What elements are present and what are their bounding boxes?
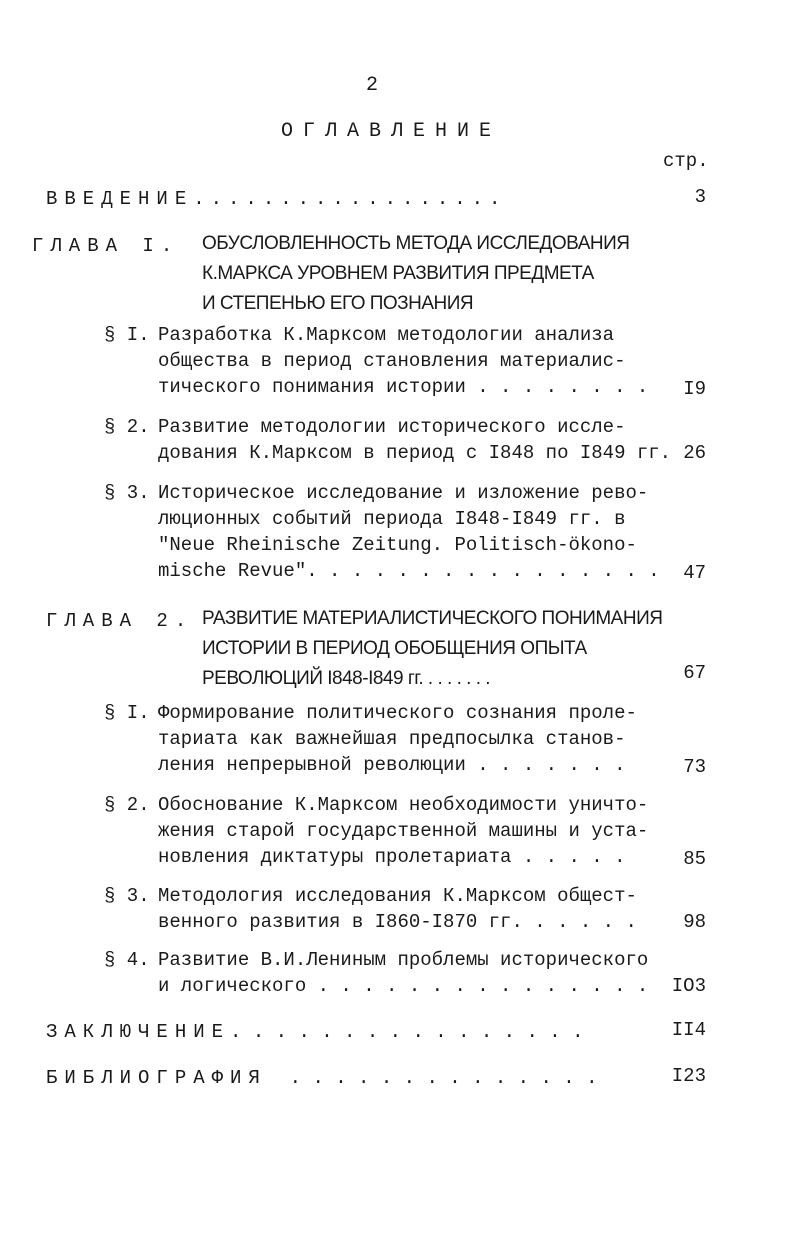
leader-dots: . . . . . . . . . . . . . . . . (230, 1021, 584, 1043)
entry-line: Обоснование К.Марксом необходимости уничто- (158, 794, 649, 816)
entry-line: "Neue Rheinische Zeitung. Politisch-ökono- (158, 534, 637, 556)
chapter-1-label: ГЛАВА І. (32, 235, 180, 257)
entry-line: тариата как важнейшая предпосылка станов- (158, 728, 626, 750)
entry-line: люционных событий периода І848-І849 гг. в (158, 508, 626, 530)
heading-line: ОБУСЛОВЛЕННОСТЬ МЕТОДА ИССЛЕДОВАНИЯ (202, 233, 630, 254)
toc-title: ОГЛАВЛЕНИЕ (281, 120, 502, 143)
entry-line: дования К.Марксом в период с І848 по І849 гг. (158, 442, 672, 464)
page-ref: 47 (683, 562, 706, 584)
heading-line: РАЗВИТИЕ МАТЕРИАЛИСТИЧЕСКОГО ПОНИМАНИЯ (202, 608, 663, 629)
heading-line: И СТЕПЕНЬЮ ЕГО ПОЗНАНИЯ (202, 293, 474, 314)
entry-label: ВВЕДЕНИЕ (46, 188, 194, 210)
entry-line: mische Revue". . . . . . . . . . . . . . . . (158, 560, 660, 582)
entry-line: Развитие В.И.Лениным проблемы исторического (158, 949, 649, 971)
page-ref: ІІ4 (671, 1019, 706, 1041)
heading-line: ИСТОРИИ В ПЕРИОД ОБОБЩЕНИЯ ОПЫТА (202, 638, 587, 659)
entry-line: венного развития в І860-І870 гг. . . . . . (158, 911, 637, 933)
section-number: § 2. (104, 416, 150, 438)
entry-line: Методология исследования К.Марксом общест- (158, 885, 637, 907)
page-ref: 67 (683, 662, 706, 684)
chapter-2-title[interactable] (202, 604, 662, 694)
entry-line: и логического . . . . . . . . . . . . . . . (158, 975, 649, 997)
toc-entry-ch2-s2[interactable] (158, 792, 648, 870)
entry-line: жения старой государственной машины и уста- (158, 820, 649, 842)
toc-entry-introduction[interactable] (46, 186, 506, 212)
toc-entry-ch2-s3[interactable] (158, 883, 637, 935)
section-number: § 3. (104, 885, 150, 907)
page-ref: 85 (683, 848, 706, 870)
entry-label: ЗАКЛЮЧЕНИЕ (46, 1021, 231, 1043)
heading-line: РЕВОЛЮЦИЙ І848-І849 гг. . . . . . . . (202, 668, 491, 689)
toc-entry-ch2-s4[interactable] (158, 947, 648, 999)
toc-entry-bibliography[interactable] (46, 1065, 598, 1091)
section-number: § 3. (104, 482, 150, 504)
page-ref: 98 (683, 911, 706, 933)
page-ref: І9 (683, 378, 706, 400)
toc-entry-conclusion[interactable] (46, 1019, 584, 1045)
entry-line: тического понимания истории . . . . . . . . (158, 376, 649, 398)
section-number: § 4. (104, 949, 150, 971)
page-ref: І23 (671, 1065, 706, 1087)
toc-entry-ch1-s3[interactable] (158, 480, 660, 584)
entry-line: Развитие методологии исторического иссле- (158, 416, 626, 438)
page-ref: ІО3 (671, 975, 706, 997)
leader-dots: .................. (193, 188, 507, 210)
entry-line: новления диктатуры пролетариата . . . . . (158, 846, 626, 868)
section-number: § 2. (104, 794, 150, 816)
entry-line: ления непрерывной революции . . . . . . . (158, 754, 626, 776)
entry-label: БИБЛИОГРАФИЯ (46, 1067, 267, 1089)
chapter-2-label: ГЛАВА 2. (46, 610, 194, 632)
toc-entry-ch1-s1[interactable] (158, 322, 648, 400)
section-number: § І. (104, 324, 150, 346)
page-number: 2 (366, 74, 379, 97)
chapter-1-title[interactable] (202, 229, 630, 319)
page-column-label: стр. (663, 150, 709, 172)
page-ref: 3 (694, 186, 706, 208)
heading-line: К.МАРКСА УРОВНЕМ РАЗВИТИЯ ПРЕДМЕТА (202, 263, 594, 284)
leader-dots: . . . . . . . . . . . . . . (289, 1067, 598, 1089)
page-ref: 73 (683, 756, 706, 778)
entry-line: Историческое исследование и изложение рево- (158, 482, 649, 504)
section-number: § І. (104, 702, 150, 724)
toc-entry-ch2-s1[interactable] (158, 700, 637, 778)
toc-entry-ch1-s2[interactable] (158, 414, 671, 466)
page-ref: 26 (683, 442, 706, 464)
entry-line: Разработка К.Марксом методологии анализа (158, 324, 615, 346)
entry-line: общества в период становления материалис- (158, 350, 626, 372)
entry-line: Формирование политического сознания проле- (158, 702, 637, 724)
